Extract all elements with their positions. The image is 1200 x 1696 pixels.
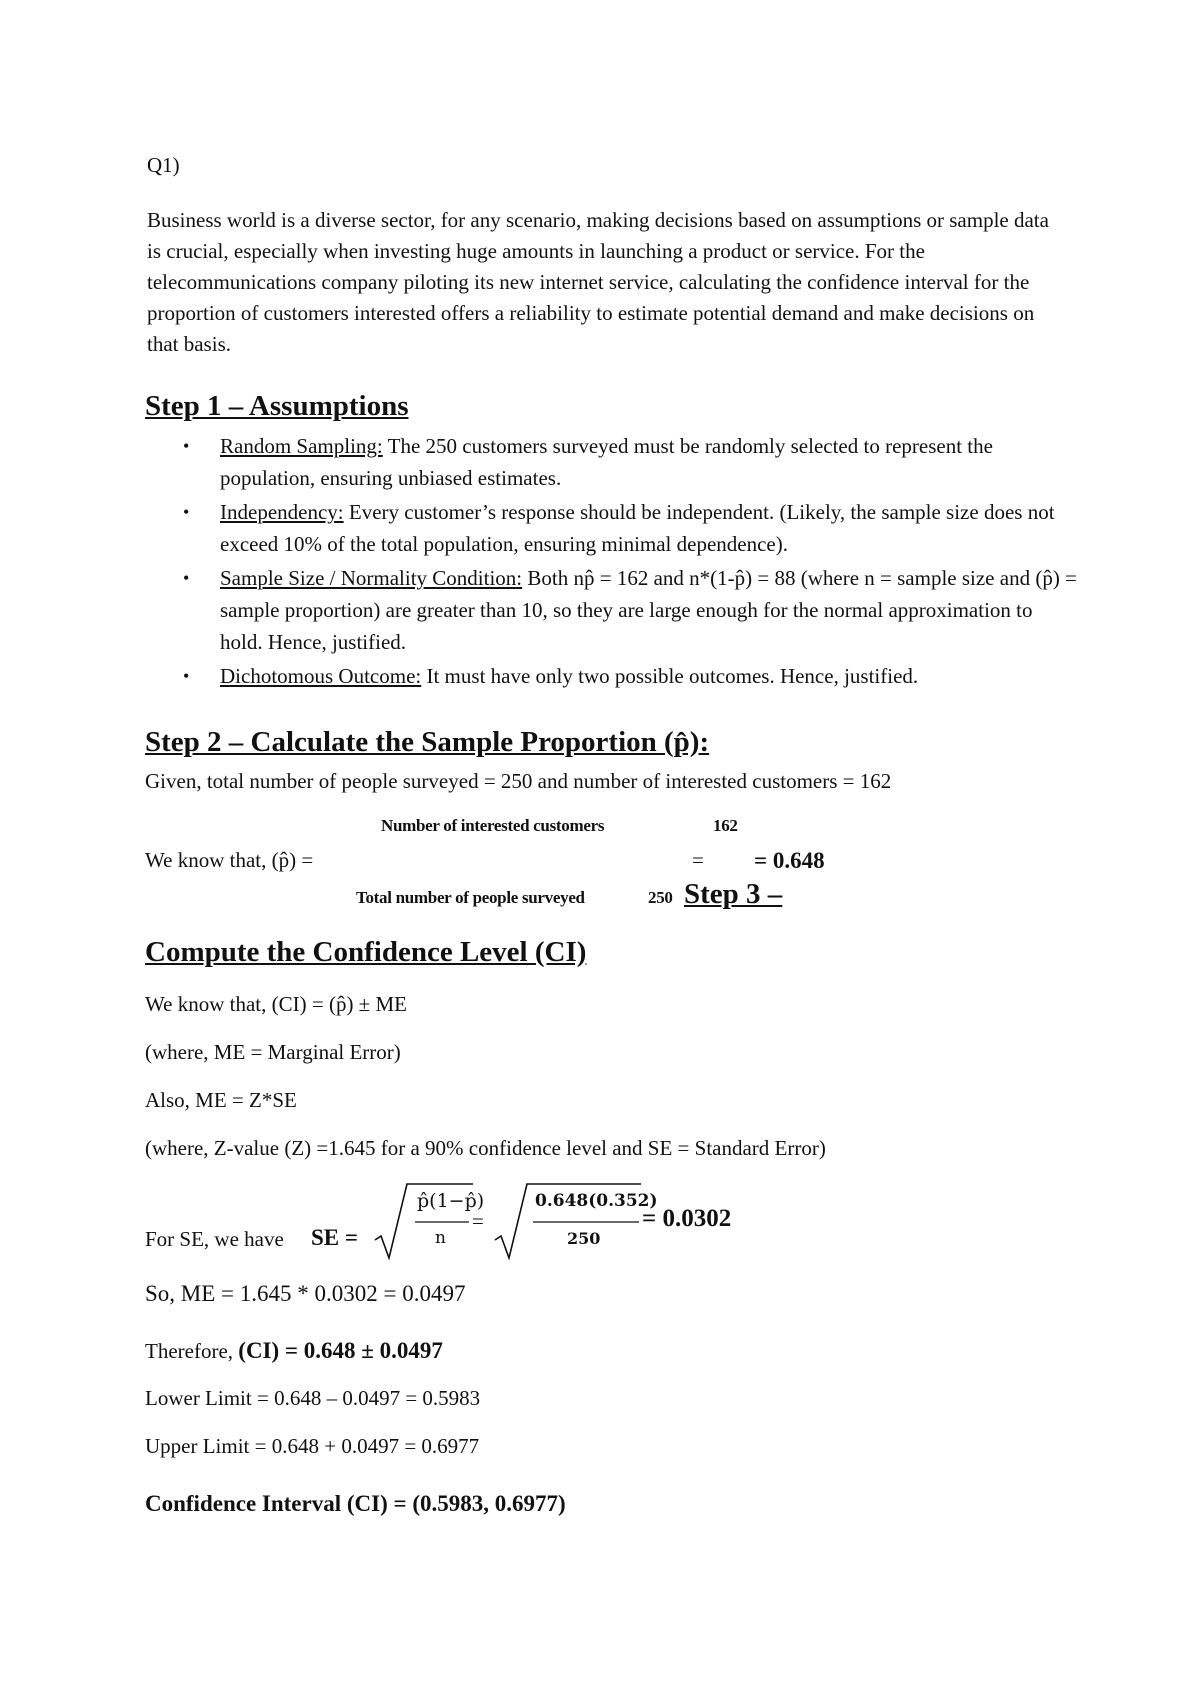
se-radical-2 xyxy=(493,1180,658,1260)
denominator-value: 250 xyxy=(648,888,673,907)
numerator-value: 162 xyxy=(713,816,738,835)
z-definition: (where, Z-value (Z) =1.645 for a 90% confidence level and SE = Standard Error) xyxy=(145,1136,826,1160)
final-ci: Confidence Interval (CI) = (0.5983, 0.6977) xyxy=(145,1491,566,1516)
bullet-icon: • xyxy=(183,666,190,686)
bullet-term: Random Sampling: xyxy=(220,434,383,458)
se-equals: = xyxy=(472,1209,484,1233)
me-formula: Also, ME = Z*SE xyxy=(145,1088,297,1112)
ci-formula: We know that, (CI) = (p̂) ± ME xyxy=(145,992,407,1016)
list-item xyxy=(147,430,1077,494)
question-label: Q1) xyxy=(147,153,180,177)
upper-limit: Upper Limit = 0.648 + 0.0497 = 0.6977 xyxy=(145,1434,480,1458)
phat-equals: = xyxy=(692,848,704,872)
ci-result-line xyxy=(145,1335,443,1367)
se-radical-1 xyxy=(373,1180,485,1260)
me-definition: (where, ME = Marginal Error) xyxy=(145,1040,401,1064)
step2-heading: Step 2 – Calculate the Sample Proportion (p̂): xyxy=(145,726,710,758)
se-denominator-2: 250 xyxy=(567,1229,601,1248)
step1-heading: Step 1 – Assumptions xyxy=(145,390,409,422)
list-item xyxy=(147,660,1077,692)
lower-limit: Lower Limit = 0.648 – 0.0497 = 0.5983 xyxy=(145,1386,481,1410)
list-item xyxy=(147,496,1077,560)
step3-heading-part1: Step 3 – xyxy=(684,878,783,910)
se-numerator-1: p̂(1−p̂) xyxy=(417,1190,485,1212)
phat-lhs: We know that, (p̂) = xyxy=(145,848,314,872)
bullet-term: Independency: xyxy=(220,500,344,524)
bullet-text: The 250 customers surveyed must be randomly selected to represent the population, ensuring unbiased estimates. xyxy=(220,434,993,490)
se-prefix: For SE, we have xyxy=(145,1227,284,1251)
step2-given: Given, total number of people surveyed = 250 and number of interested customers = 162 xyxy=(145,769,892,793)
ci-prefix: Therefore, xyxy=(145,1339,239,1363)
se-result: = 0.0302 xyxy=(642,1205,732,1232)
bullet-icon: • xyxy=(183,568,190,588)
se-label: SE = xyxy=(311,1225,358,1250)
ci-value: (CI) = 0.648 ± 0.0497 xyxy=(238,1338,443,1363)
numerator-label: Number of interested customers xyxy=(381,816,605,835)
bullet-term: Sample Size / Normality Condition: xyxy=(220,566,523,590)
bullet-text: Both np̂ = 162 and n*(1-p̂) = 88 (where n = sample size and (p̂) = sample proportion) are greater than 10, so they are large enough for the normal approximation to hold. Hence, justified. xyxy=(220,566,1077,654)
step3-heading-part2: Compute the Confidence Level (CI) xyxy=(145,936,587,968)
se-numerator-2: 0.648(0.352) xyxy=(535,1191,658,1211)
bullet-text: It must have only two possible outcomes. Hence, justified. xyxy=(421,664,919,688)
bullet-text: Every customer’s response should be independent. (Likely, the sample size does not exceed 10% of the total population, ensuring minimal dependence). xyxy=(220,500,1055,556)
assumptions-list xyxy=(147,430,1077,694)
intro-paragraph: Business world is a diverse sector, for any scenario, making decisions based on assumptions or sample data is crucial, especially when investing huge amounts in launching a product or service. For the telecommunications company piloting its new internet service, calculating the confidence interval for the proportion of customers interested offers a reliability to estimate potential demand and make decisions on that basis. xyxy=(147,208,1049,356)
se-denominator-1: n xyxy=(435,1228,446,1248)
bullet-icon: • xyxy=(183,502,190,522)
bullet-icon: • xyxy=(183,436,190,456)
bullet-term: Dichotomous Outcome: xyxy=(220,664,422,688)
list-item xyxy=(147,562,1077,658)
denominator-label: Total number of people surveyed xyxy=(356,888,585,907)
me-calculation: So, ME = 1.645 * 0.0302 = 0.0497 xyxy=(145,1281,466,1306)
phat-result: = 0.648 xyxy=(754,848,825,873)
